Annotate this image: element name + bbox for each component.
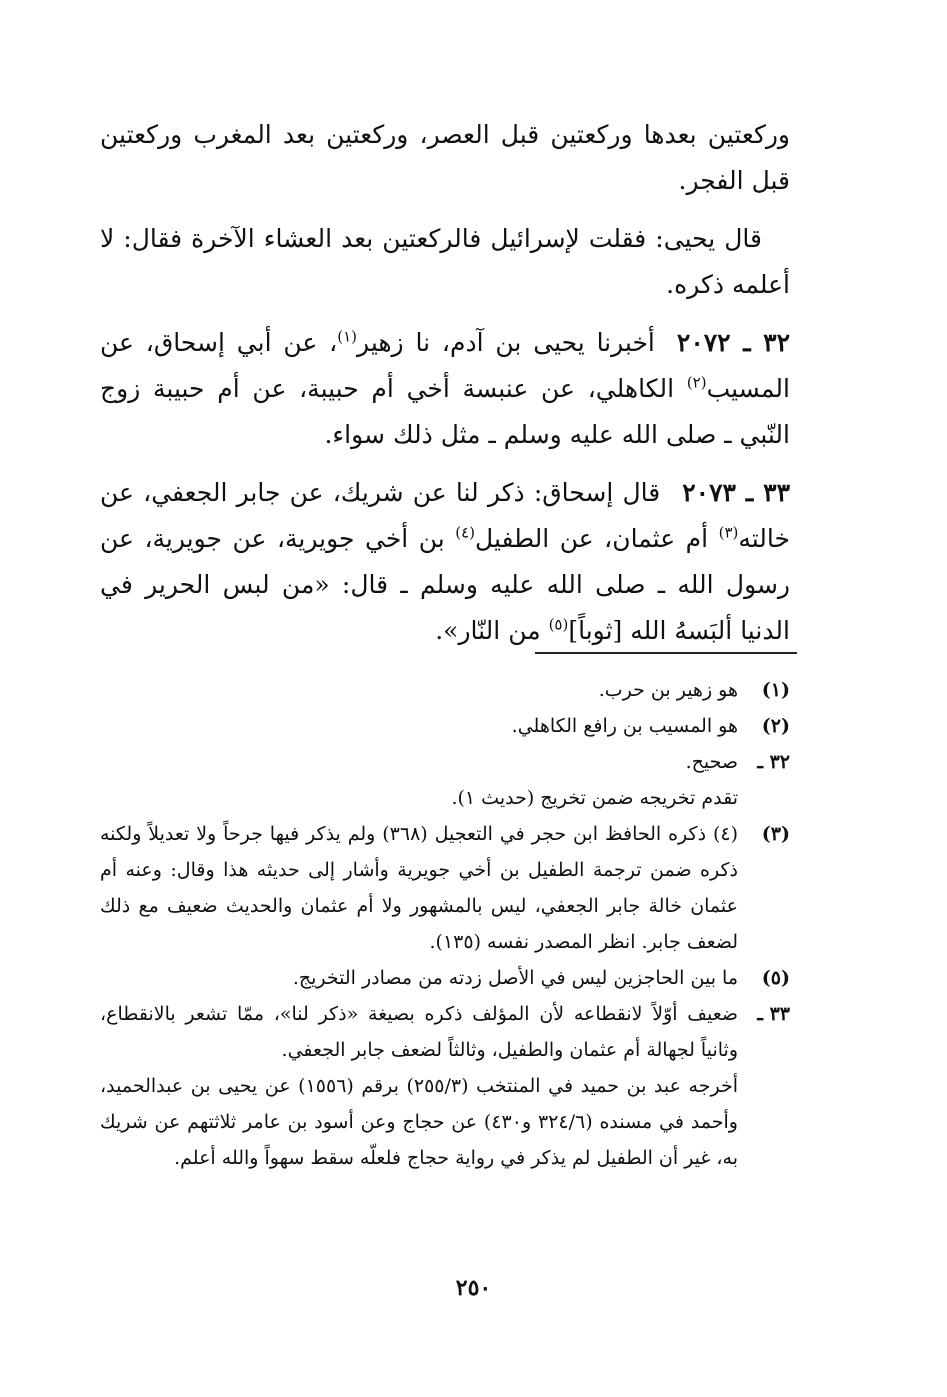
footnote-line: (٤) ذكره الحافظ ابن حجر في التعجيل (٣٦٨) ولم يذكر فيها جرحاً ولا تعديلاً ولكنه ذكره ضمن ترجمة الطفيل بن أخي جويرية وأشار إلى حديثه هذا وقال: وعنه أم عثمان خالة جابر الجعفي، ليس بالمشهور ولا أم عثمان والحديث ضعيف مع ذلك لضعف جابر. انظر المصدر نفسه (١٣٥). [100,823,738,953]
hadith-text-part: من النّار». [435,616,549,645]
footnote-item [100,672,790,708]
footnote-item [100,708,790,744]
footnote-marker: (٥) [761,967,790,989]
hadith-text-part: ، عن أبي إسحاق، عن المسيب [100,328,790,403]
hadith-text-part: الكاهلي، عن عنبسة أخي أم حبيبة، عن أم حبيبة زوج النّبي ـ صلى الله عليه وسلم ـ مثل ذلك سواء. [100,374,790,449]
footnote-line: صحيح. [685,751,738,773]
footnote-item [100,960,790,996]
hadith-text-part: بن أخي جويرية، عن جويرية، عن رسول الله ـ صلى الله عليه وسلم ـ قال: «من لبس الحرير في الدنيا ألبَسهُ الله [ثوباً] [100,524,790,645]
footnotes [100,672,790,1176]
footnote-marker: (٢) [761,715,790,737]
footnote-line: ما بين الحاجزين ليس في الأصل زدته من مصادر التخريج. [292,967,738,989]
footnote-marker: (١) [761,679,790,701]
hadith-2072 [100,320,790,458]
footnote-marker: ٣٢ ـ [757,751,790,773]
footnote-text [100,816,738,960]
page-number: ٢٥٠ [455,1275,492,1301]
footnote-item [100,816,790,960]
footnote-ref[interactable]: (٣) [718,523,739,542]
footnote-ref[interactable]: (٤) [455,523,476,542]
footnote-line: هو المسيب بن رافع الكاهلي. [511,715,738,737]
footnote-text [100,672,738,708]
footnote-separator [535,652,797,654]
footnote-text [100,708,738,744]
hadith-text-part: أخبرنا يحيى بن آدم، نا زهير [357,328,655,357]
footnote-marker: (٣) [761,823,790,845]
paragraph-yahya: قال يحيى: فقلت لإسرائيل فالركعتين بعد العشاء الآخرة فقال: لا أعلمه ذكره. [100,224,790,299]
footnote-ref[interactable]: (٢) [686,373,707,392]
footnote-text [100,996,738,1176]
hadith-text-part: أم عثمان، عن الطفيل [475,524,719,553]
footnote-item [100,744,790,816]
footnote-ref[interactable]: (٥) [548,615,569,634]
paragraph-continuation: وركعتين بعدها وركعتين قبل العصر، وركعتين بعد المغرب وركعتين قبل الفجر. [100,120,790,195]
main-text [100,112,790,666]
hadith-2073 [100,470,790,654]
footnote-line: تقدم تخريجه ضمن تخريج (حديث ١). [451,787,738,809]
footnote-line: أخرجه عبد بن حميد في المنتخب (٢٥٥/٣) برقم (١٥٥٦) عن يحيى بن عبدالحميد، وأحمد في مسنده (٣٢٤/٦ و٤٣٠) عن حجاج وعن أسود بن عامر ثلاثتهم عن شريك به، غير أن الطفيل لم يذكر في رواية حجاج فلعلّه سقط سهواً والله أعلم. [100,1075,738,1169]
hadith-number: ٣٢ ـ ٢٠٧٢ [676,328,791,357]
footnote-line: هو زهير بن حرب. [598,679,738,701]
footnote-ref[interactable]: (١) [337,327,358,346]
footnote-line: ضعيف أوّلاً لانقطاعه لأن المؤلف ذكره بصيغة «ذكر لنا»، ممّا تشعر بالانقطاع، وثانياً لجهالة أم عثمان والطفيل، وثالثاً لضعف جابر الجعفي. [100,1003,738,1061]
footnote-item [100,996,790,1176]
footnote-text [100,744,738,816]
hadith-text-part: قال إسحاق: ذكر لنا عن شريك، عن جابر الجعفي، عن خالته [100,478,790,553]
hadith-number: ٣٣ ـ ٢٠٧٣ [682,478,790,507]
footnote-text [100,960,738,996]
footnote-marker: ٣٣ ـ [757,1003,790,1025]
